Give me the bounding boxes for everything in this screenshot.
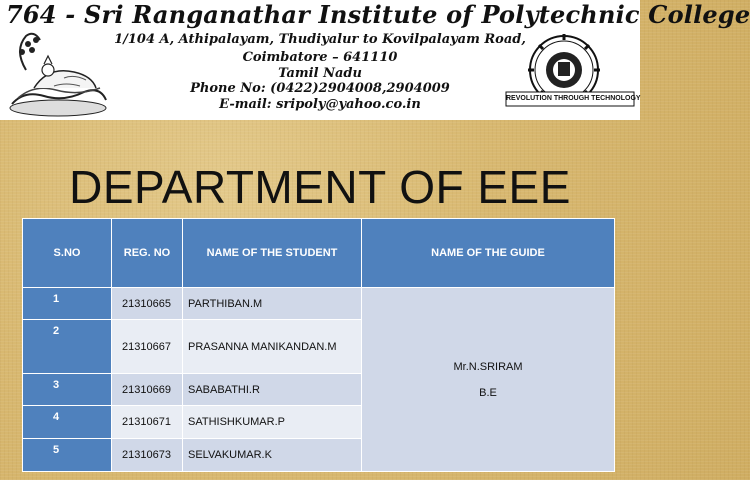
row-sno: 2 [23, 320, 112, 374]
row-student-name: SATHISHKUMAR.P [183, 406, 362, 439]
address-line-2: Coimbatore – 641110 [242, 50, 398, 65]
column-header-sno: S.NO [23, 219, 112, 288]
row-reg-no: 21310671 [112, 406, 183, 439]
row-student-name: PRASANNA MANIKANDAN.M [183, 320, 362, 374]
row-reg-no: 21310665 [112, 288, 183, 320]
email-address: E-mail: sripoly@yahoo.co.in [219, 97, 421, 112]
student-table [22, 218, 615, 472]
table-row [23, 288, 615, 320]
row-reg-no: 21310669 [112, 374, 183, 406]
logo-motto: REVOLUTION THROUGH TECHNOLOGY [506, 95, 641, 102]
college-logo [504, 32, 641, 118]
row-sno: 4 [23, 406, 112, 439]
college-name: 764 - Sri Ranganathar Institute of Polytechnic College [6, 0, 750, 29]
column-header-student-name: NAME OF THE STUDENT [183, 219, 362, 288]
row-sno: 3 [23, 374, 112, 406]
row-reg-no: 21310673 [112, 439, 183, 472]
row-reg-no: 21310667 [112, 320, 183, 374]
guide-qualification: B.E [479, 386, 497, 399]
column-header-guide-name: NAME OF THE GUIDE [362, 219, 615, 288]
phone-number: Phone No: (0422)2904008,2904009 [190, 81, 450, 96]
deity-illustration [4, 30, 112, 118]
department-title: DEPARTMENT OF EEE [69, 161, 571, 213]
address-line-3: Tamil Nadu [278, 66, 362, 81]
guide-cell [362, 288, 615, 472]
row-student-name: PARTHIBAN.M [183, 288, 362, 320]
row-sno: 1 [23, 288, 112, 320]
guide-name: Mr.N.SRIRAM [453, 360, 523, 373]
column-header-reg-no: REG. NO [112, 219, 183, 288]
college-header [0, 0, 750, 120]
row-student-name: SELVAKUMAR.K [183, 439, 362, 472]
table-header-row [23, 219, 615, 288]
row-sno: 5 [23, 439, 112, 472]
row-student-name: SABABATHI.R [183, 374, 362, 406]
address-line-1: 1/104 A, Athipalayam, Thudiyalur to Kovilpalayam Road, [114, 32, 526, 47]
